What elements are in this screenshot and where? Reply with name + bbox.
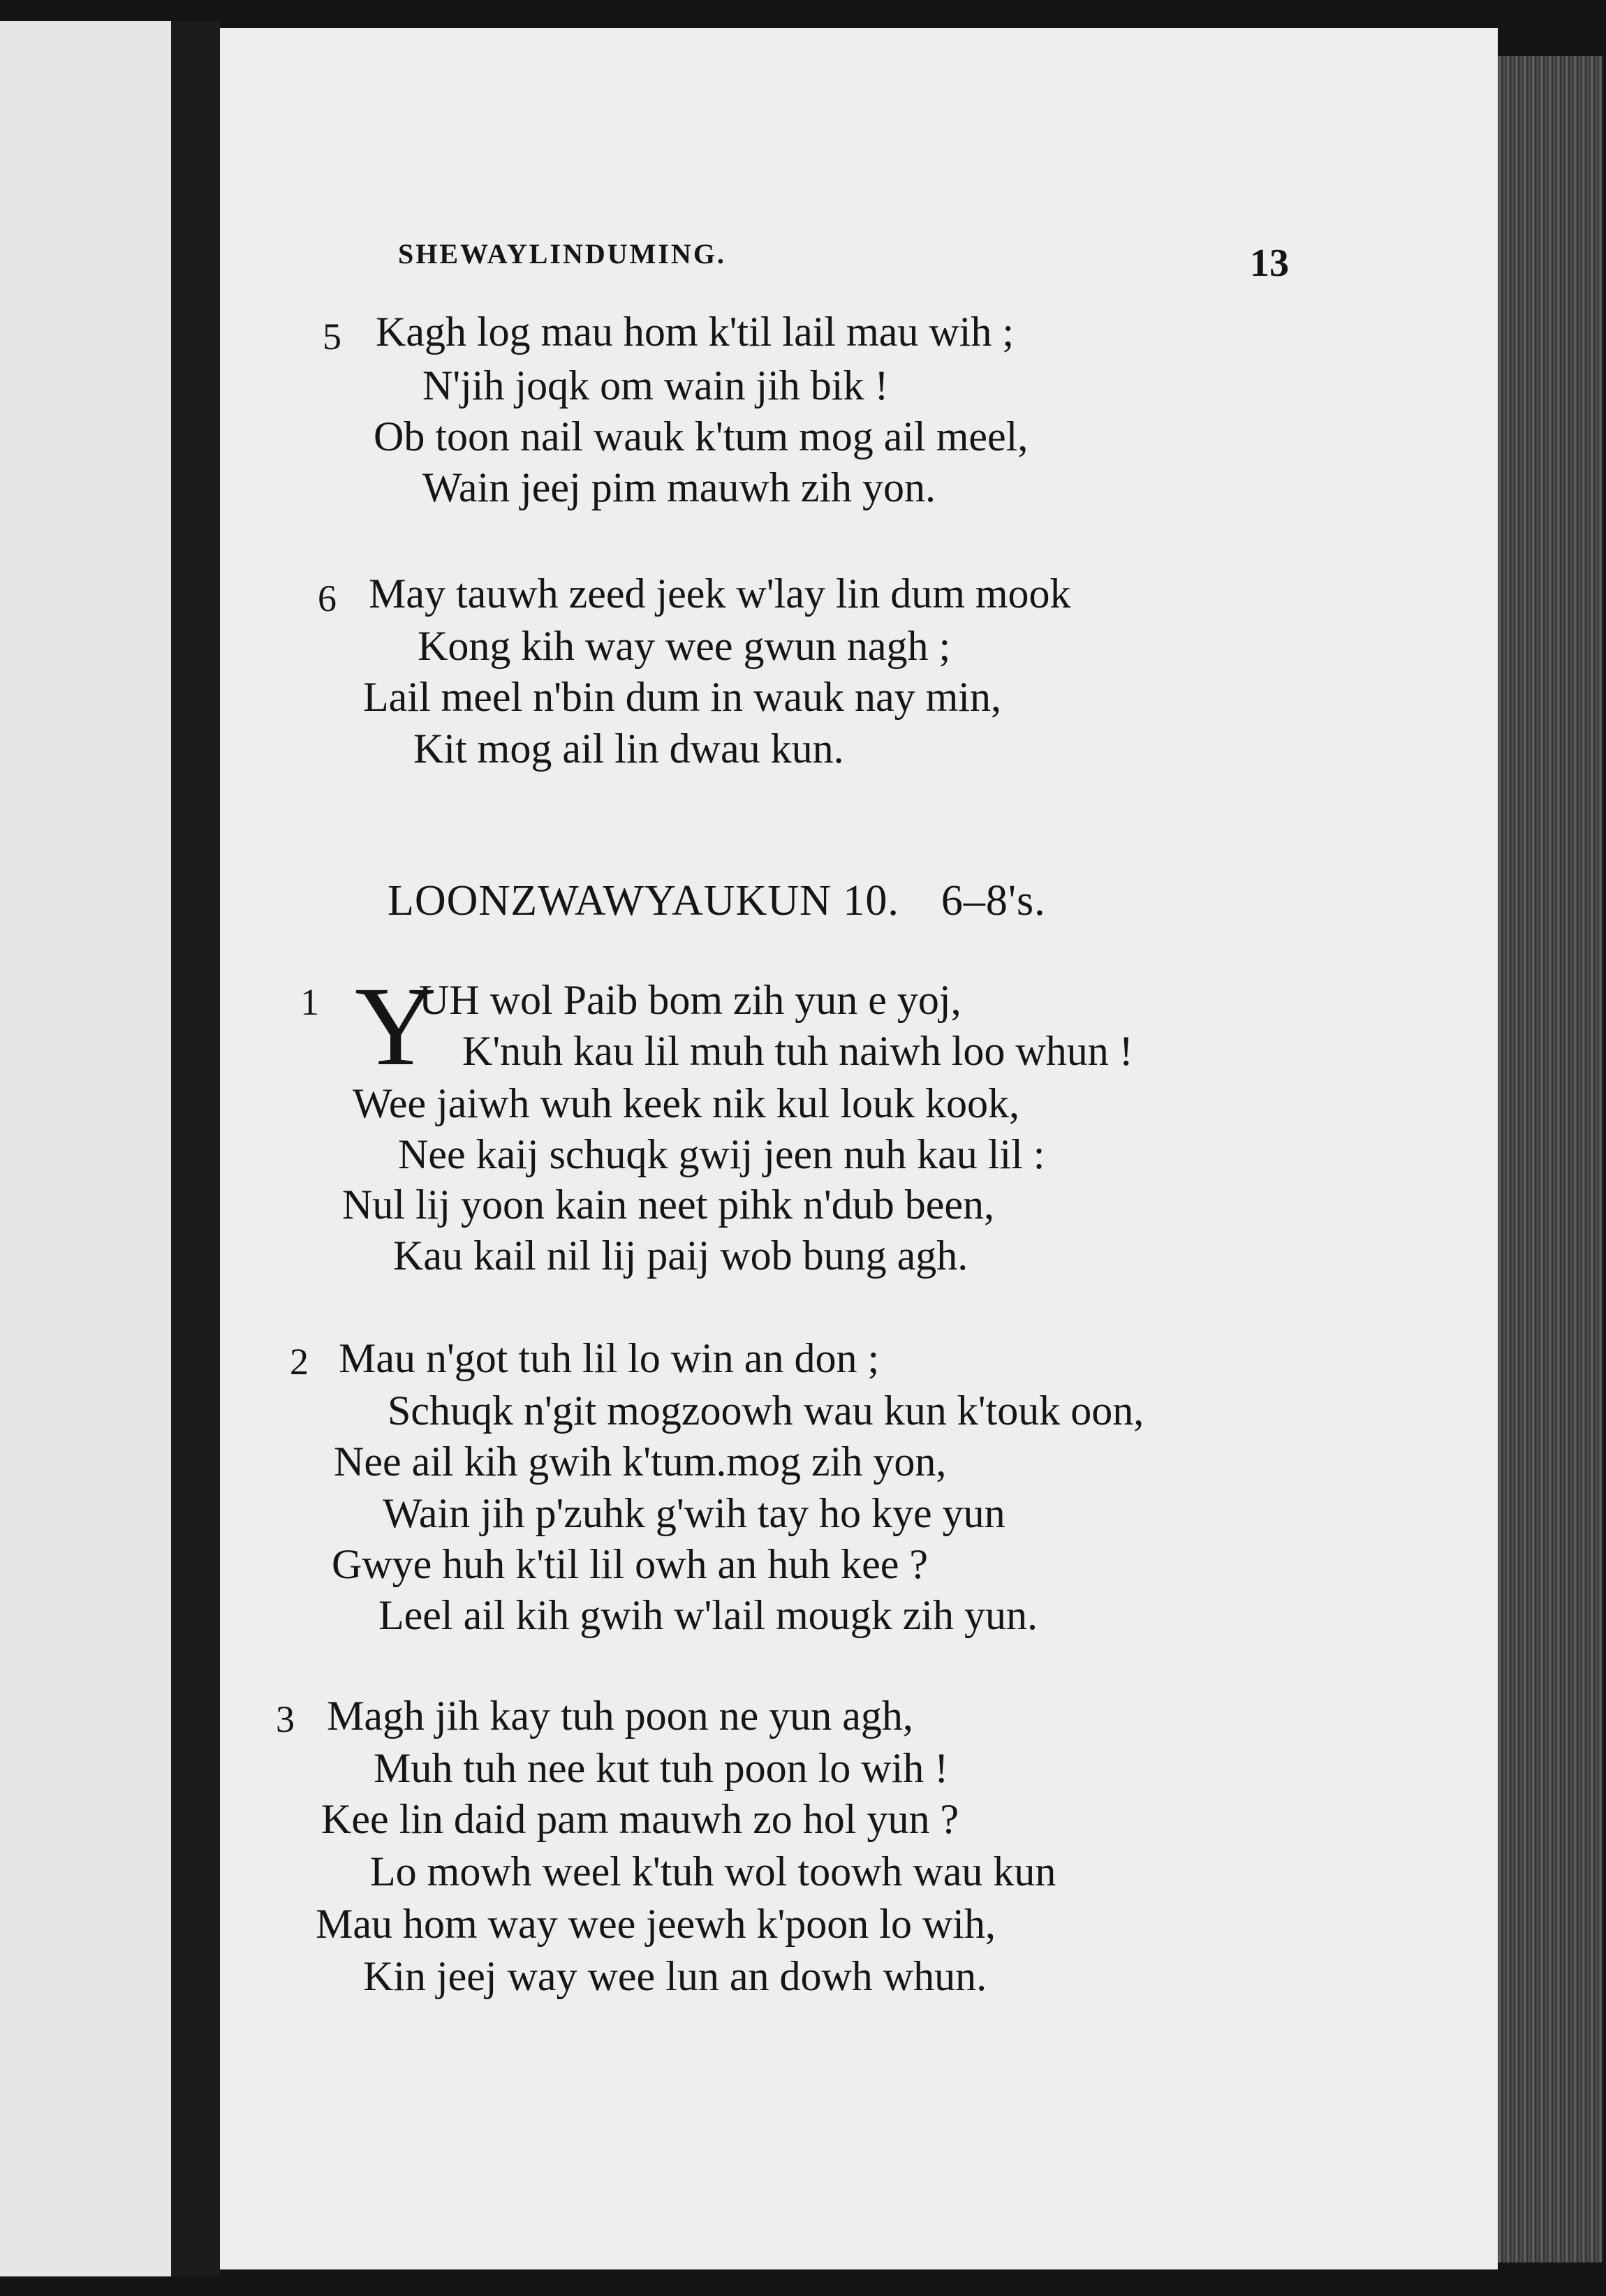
verse-line: Gwye huh k'til lil owh an huh kee ? (332, 1541, 928, 1587)
page-gutter (171, 21, 220, 2276)
verse-line: Magh jih kay tuh poon ne yun agh, (327, 1693, 913, 1739)
page-number: 13 (1250, 242, 1289, 285)
verse-line: Kong kih way wee gwun nagh ; (418, 623, 951, 669)
verse-line: Ob toon nail wauk k'tum mog ail meel, (374, 413, 1029, 459)
hymn-title (388, 876, 1046, 926)
verse-line: Mau hom way wee jeewh k'poon lo wih, (316, 1901, 996, 1947)
stanza-number: 5 (323, 316, 341, 358)
page-edges (1498, 56, 1603, 2262)
facing-page (0, 21, 182, 2276)
verse-line: Lail meel n'bin dum in wauk nay min, (363, 674, 1001, 720)
verse-line: Kau kail nil lij paij wob bung agh. (393, 1232, 968, 1279)
verse-line: K'nuh kau lil muh tuh naiwh loo whun ! (462, 1028, 1133, 1074)
running-title: SHEWAYLINDUMING. (398, 238, 726, 270)
verse-line: Leel ail kih gwih w'lail mougk zih yun. (378, 1592, 1038, 1638)
verse-line: Wain jih p'zuhk g'wih tay ho kye yun (383, 1490, 1005, 1536)
verse-line: Nee kaij schuqk gwij jeen nuh kau lil : (398, 1131, 1045, 1177)
verse-line: Schuqk n'git mogzoowh wau kun k'touk oon, (388, 1388, 1144, 1434)
verse-line: Kit mog ail lin dwau kun. (413, 726, 844, 772)
hymn-title-text: LOONZWAWYAUKUN 10. (388, 877, 899, 925)
stanza-number: 2 (290, 1341, 309, 1383)
verse-line: Lo mowh weel k'tuh wol toowh wau kun (370, 1848, 1056, 1894)
verse-line: N'jih joqk om wain jih bik ! (422, 362, 889, 409)
verse-line: Nee ail kih gwih k'tum.mog zih yon, (334, 1438, 947, 1485)
stanza-number: 3 (276, 1698, 295, 1740)
hymn-meter: 6–8's. (941, 877, 1046, 925)
verse-line: UH wol Paib bom zih yun e yoj, (419, 977, 962, 1023)
verse-line: Wee jaiwh wuh keek nik kul louk kook, (353, 1080, 1019, 1126)
verse-line: Kin jeej way wee lun an dowh whun. (363, 1953, 987, 1999)
verse-line: Kagh log mau hom k'til lail mau wih ; (376, 309, 1015, 355)
stanza-number: 1 (300, 981, 319, 1023)
verse-line: Muh tuh nee kut tuh poon lo wih ! (374, 1745, 949, 1791)
stanza-number: 6 (318, 577, 337, 619)
verse-line: May tauwh zeed jeek w'lay lin dum mook (369, 571, 1071, 617)
drop-cap: Y (355, 964, 436, 1089)
verse-line: Nul lij yoon kain neet pihk n'dub been, (342, 1182, 994, 1228)
verse-line: Mau n'got tuh lil lo win an don ; (339, 1335, 880, 1381)
verse-line: Kee lin daid pam mauwh zo hol yun ? (321, 1796, 959, 1842)
verse-line: Wain jeej pim mauwh zih yon. (422, 464, 936, 510)
